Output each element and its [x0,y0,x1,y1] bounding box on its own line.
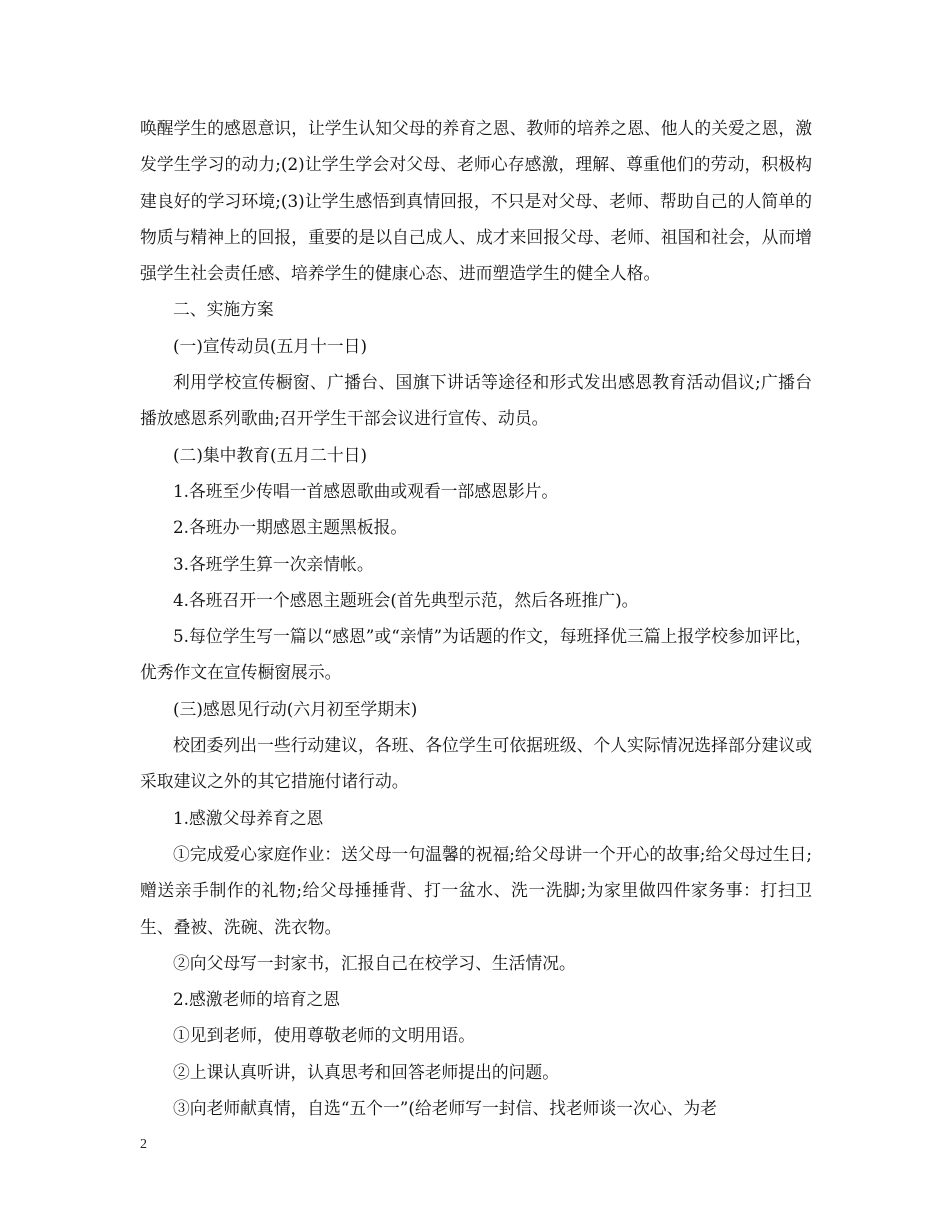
paragraph: (一)宣传动员(五月十一日) [173,335,368,356]
paragraph: (三)感恩见行动(六月初至学期末) [173,698,418,719]
paragraph: 5.每位学生写一篇以“感恩”或“亲情”为话题的作文，每班择优三篇上报学校参加评比，优秀作文在宣传橱窗展示。 [140,626,812,683]
paragraph: (二)集中教育(五月二十日) [173,444,368,465]
paragraph: 利用学校宣传橱窗、广播台、国旗下讲话等途径和形式发出感恩教育活动倡议;广播台播放感恩系列歌曲;召开学生干部会议进行宣传、动员。 [140,372,812,429]
paragraph: 3.各班学生算一次亲情帐。 [173,553,374,574]
paragraph: ②上课认真听讲，认真思考和回答老师提出的问题。 [173,1061,559,1082]
paragraph: 校团委列出一些行动建议，各班、各位学生可依据班级、个人实际情况选择部分建议或采取建议之外的其它措施付诸行动。 [140,735,812,792]
paragraph: 二、实施方案 [173,299,274,320]
paragraph: 2.各班办一期感恩主题黑板报。 [173,517,408,538]
page-number: 2 [140,1137,147,1152]
paragraph: ①完成爱心家庭作业：送父母一句温馨的祝福;给父母讲一个开心的故事;给父母过生日;赠送亲手制作的礼物;给父母捶捶背、打一盆水、洗一洗脚;为家里做四件家务事：打扫卫生、叠被、洗碗、洗衣物。 [140,843,812,937]
paragraph: 2.感激老师的培育之恩 [173,989,341,1010]
paragraph: ②向父母写一封家书，汇报自己在校学习、生活情况。 [173,952,576,973]
paragraph: 唤醒学生的感恩意识，让学生认知父母的养育之恩、教师的培养之恩、他人的关爱之恩，激发学生学习的动力;(2)让学生学会对父母、老师心存感激，理解、尊重他们的劳动，积极构建良好的学习环境;(3)让学生感悟到真情回报，不只是对父母、老师、帮助自己的人简单的物质与精神上的回报，重要的是以自己成人、成才来回报父母、老师、祖国和社会，从而增强学生社会责任感、培养学生的健康心态、进而塑造学生的健全人格。 [140,118,812,284]
document-body [140,110,812,1126]
paragraph: 1.各班至少传唱一首感恩歌曲或观看一部感恩影片。 [173,480,559,501]
paragraph: ③向老师献真情，自选“五个一”(给老师写一封信、找老师谈一次心、为老 [173,1098,717,1119]
paragraph: 4.各班召开一个感恩主题班会(首先典型示范，然后各班推广)。 [173,589,639,610]
paragraph: 1.感激父母养育之恩 [173,807,324,828]
paragraph: ①见到老师，使用尊敬老师的文明用语。 [173,1025,476,1046]
